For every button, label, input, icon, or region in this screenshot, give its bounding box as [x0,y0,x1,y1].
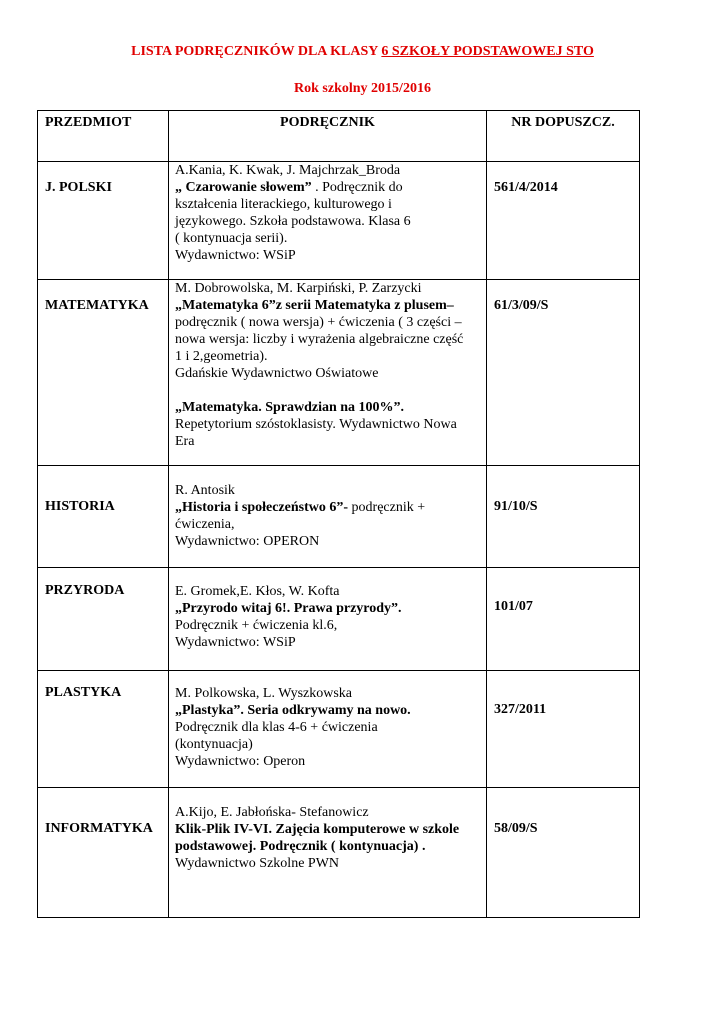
table-row [38,162,640,280]
table-row [38,671,640,788]
column-header-subject: PRZEDMIOT [38,111,169,162]
title-part-1: LISTA PODRĘCZNIKÓW DLA KLASY [131,44,382,59]
textbook-cell: M. Polkowska, L. Wyszkowska „Plastyka”. Seria odkrywamy na nowo. Podręcznik dla klas 4-6 + ćwiczenia (kontynuacja) Wydawnictwo: Operon [169,671,487,788]
table-row [38,788,640,918]
school-year: Rok szkolny 2015/2016 [294,81,431,96]
title-part-2: 6 SZKOŁY PODSTAWOWEJ STO [381,44,594,59]
approval-number-cell: 61/3/09/S [487,280,640,466]
table-header-row [38,111,640,162]
approval-number-cell: 58/09/S [487,788,640,918]
textbook-table [37,110,640,918]
subject-cell: PLASTYKA [38,671,169,788]
document-title [0,44,725,60]
column-header-approval-number: NR DOPUSZCZ. [487,111,640,162]
subject-cell: PRZYRODA [38,568,169,671]
approval-number-cell: 101/07 [487,568,640,671]
approval-number-cell: 91/10/S [487,466,640,568]
textbook-cell: R. Antosik „Historia i społeczeństwo 6”- podręcznik + ćwiczenia, Wydawnictwo: OPERON [169,466,487,568]
table-row [38,568,640,671]
approval-number-cell: 327/2011 [487,671,640,788]
table-row [38,280,640,466]
subject-cell: INFORMATYKA [38,788,169,918]
subject-cell: HISTORIA [38,466,169,568]
subject-cell: MATEMATYKA [38,280,169,466]
textbook-cell: A.Kania, K. Kwak, J. Majchrzak_Broda „ Czarowanie słowem” . Podręcznik do kształcenia literackiego, kulturowego i językowego. Szkoła podstawowa. Klasa 6 ( kontynuacja serii). Wydawnictwo: WSiP [169,162,487,280]
table-row [38,466,640,568]
textbook-cell: A.Kijo, E. Jabłońska- Stefanowicz Klik-Plik IV-VI. Zajęcia komputerowe w szkole podstawowej. Podręcznik ( kontynuacja) . Wydawnictwo Szkolne PWN [169,788,487,918]
textbook-cell: E. Gromek,E. Kłos, W. Kofta „Przyrodo witaj 6!. Prawa przyrody”. Podręcznik + ćwiczenia kl.6, Wydawnictwo: WSiP [169,568,487,671]
textbook-cell: M. Dobrowolska, M. Karpiński, P. Zarzycki „Matematyka 6”z serii Matematyka z plusem– podręcznik ( nowa wersja) + ćwiczenia ( 3 części – nowa wersja: liczby i wyrażenia algebraiczne część 1 i 2,geometria). Gdańskie Wydawnictwo Oświatowe „Matematyka. Sprawdzian na 100%”. Repetytorium szóstoklasisty. Wydawnictwo Nowa Era [169,280,487,466]
column-header-textbook: PODRĘCZNIK [169,111,487,162]
subject-cell: J. POLSKI [38,162,169,280]
approval-number-cell: 561/4/2014 [487,162,640,280]
